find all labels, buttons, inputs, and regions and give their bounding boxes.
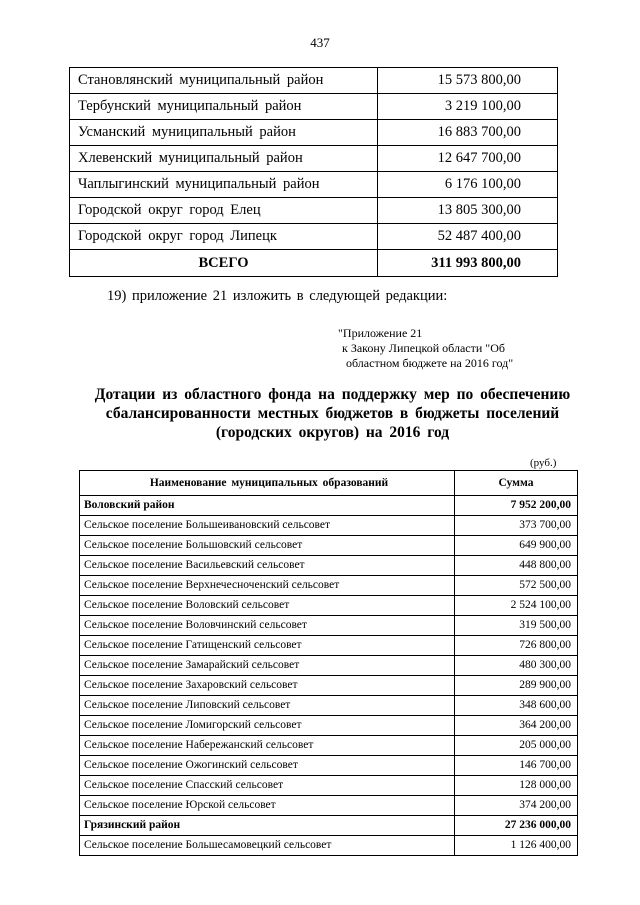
table-row: [70, 224, 558, 250]
settlement-sum: 319 500,00: [455, 616, 578, 636]
table-row: [80, 776, 578, 796]
settlement-sum: 348 600,00: [455, 696, 578, 716]
settlement-name: Сельское поселение Захаровский сельсовет: [80, 676, 455, 696]
table-row: [70, 172, 558, 198]
settlement-sum: 373 700,00: [455, 516, 578, 536]
table-row: [80, 536, 578, 556]
district-row: [80, 816, 578, 836]
settlement-name: Сельское поселение Замарайский сельсовет: [80, 656, 455, 676]
district-name: Грязинский район: [80, 816, 455, 836]
district-name: Воловский район: [80, 496, 455, 516]
table-row: [80, 696, 578, 716]
settlement-name: Сельское поселение Большовский сельсовет: [80, 536, 455, 556]
table-row: [70, 146, 558, 172]
settlement-sum: 649 900,00: [455, 536, 578, 556]
total-row: [70, 250, 558, 277]
settlement-name: Сельское поселение Васильевский сельсовет: [80, 556, 455, 576]
district-row: [80, 496, 578, 516]
instruction-text: 19) приложение 21 изложить в следующей редакции:: [107, 288, 448, 304]
table-row: [70, 120, 558, 146]
table-row: [80, 616, 578, 636]
settlement-name: Сельское поселение Большесамовецкий сельсовет: [80, 836, 455, 856]
settlement-name: Сельское поселение Гатищенский сельсовет: [80, 636, 455, 656]
title-line-2: сбалансированности местных бюджетов в бюджеты поселений: [105, 405, 560, 422]
header-name: Наименование муниципальных образований: [80, 471, 455, 496]
table-row: [80, 556, 578, 576]
settlement-name: Сельское поселение Верхнечесноченский сельсовет: [80, 576, 455, 596]
settlement-sum: 128 000,00: [455, 776, 578, 796]
total-amount: 311 993 800,00: [378, 250, 558, 277]
municipality-amount: 16 883 700,00: [378, 120, 558, 146]
total-label: ВСЕГО: [70, 250, 378, 277]
top-summary-table: [69, 67, 558, 277]
settlement-sum: 572 500,00: [455, 576, 578, 596]
settlement-name: Сельское поселение Набережанский сельсовет: [80, 736, 455, 756]
municipality-amount: 6 176 100,00: [378, 172, 558, 198]
table-row: [70, 198, 558, 224]
title-line-1: Дотации из областного фонда на поддержку мер по обеспечению: [94, 386, 571, 403]
settlement-sum: 205 000,00: [455, 736, 578, 756]
municipality-name: Городской округ город Липецк: [70, 224, 378, 250]
settlement-sum: 480 300,00: [455, 656, 578, 676]
table-row: [80, 756, 578, 776]
settlement-sum: 726 800,00: [455, 636, 578, 656]
appendix-line-1: "Приложение 21: [338, 326, 423, 340]
municipality-name: Становлянский муниципальный район: [70, 68, 378, 94]
settlement-sum: 2 524 100,00: [455, 596, 578, 616]
page-number: 437: [310, 35, 330, 50]
settlement-name: Сельское поселение Ломигорский сельсовет: [80, 716, 455, 736]
settlement-name: Сельское поселение Ожогинский сельсовет: [80, 756, 455, 776]
appendix-note: [338, 326, 513, 371]
table-row: [80, 836, 578, 856]
municipality-name: Тербунский муниципальный район: [70, 94, 378, 120]
settlement-sum: 364 200,00: [455, 716, 578, 736]
settlement-name: Сельское поселение Большеивановский сельсовет: [80, 516, 455, 536]
unit-label: (руб.): [530, 457, 557, 469]
appendix-line-3: областном бюджете на 2016 год": [346, 356, 514, 370]
table-row: [80, 636, 578, 656]
municipality-amount: 3 219 100,00: [378, 94, 558, 120]
table-row: [80, 736, 578, 756]
table-row: [80, 656, 578, 676]
subsidies-table: [79, 470, 578, 856]
municipality-name: Городской округ город Елец: [70, 198, 378, 224]
municipality-amount: 15 573 800,00: [378, 68, 558, 94]
table-row: [80, 596, 578, 616]
settlement-name: Сельское поселение Юрской сельсовет: [80, 796, 455, 816]
municipality-name: Чаплыгинский муниципальный район: [70, 172, 378, 198]
settlement-name: Сельское поселение Липовский сельсовет: [80, 696, 455, 716]
district-sum: 7 952 200,00: [455, 496, 578, 516]
table-row: [80, 796, 578, 816]
table-row: [80, 716, 578, 736]
district-sum: 27 236 000,00: [455, 816, 578, 836]
table-row: [80, 676, 578, 696]
municipality-name: Усманский муниципальный район: [70, 120, 378, 146]
table-header-row: [80, 471, 578, 496]
settlement-sum: 374 200,00: [455, 796, 578, 816]
settlement-name: Сельское поселение Воловский сельсовет: [80, 596, 455, 616]
title-line-3: (городских округов) на 2016 год: [215, 424, 450, 441]
table-row: [70, 68, 558, 94]
document-title: [80, 385, 585, 442]
table-row: [80, 576, 578, 596]
settlement-name: Сельское поселение Спасский сельсовет: [80, 776, 455, 796]
settlement-sum: 289 900,00: [455, 676, 578, 696]
table-row: [70, 94, 558, 120]
municipality-amount: 12 647 700,00: [378, 146, 558, 172]
table-row: [80, 516, 578, 536]
settlement-sum: 1 126 400,00: [455, 836, 578, 856]
municipality-name: Хлевенский муниципальный район: [70, 146, 378, 172]
header-sum: Сумма: [455, 471, 578, 496]
municipality-amount: 13 805 300,00: [378, 198, 558, 224]
municipality-amount: 52 487 400,00: [378, 224, 558, 250]
settlement-name: Сельское поселение Воловчинский сельсовет: [80, 616, 455, 636]
settlement-sum: 146 700,00: [455, 756, 578, 776]
appendix-line-2: к Закону Липецкой области "Об: [342, 341, 505, 355]
settlement-sum: 448 800,00: [455, 556, 578, 576]
